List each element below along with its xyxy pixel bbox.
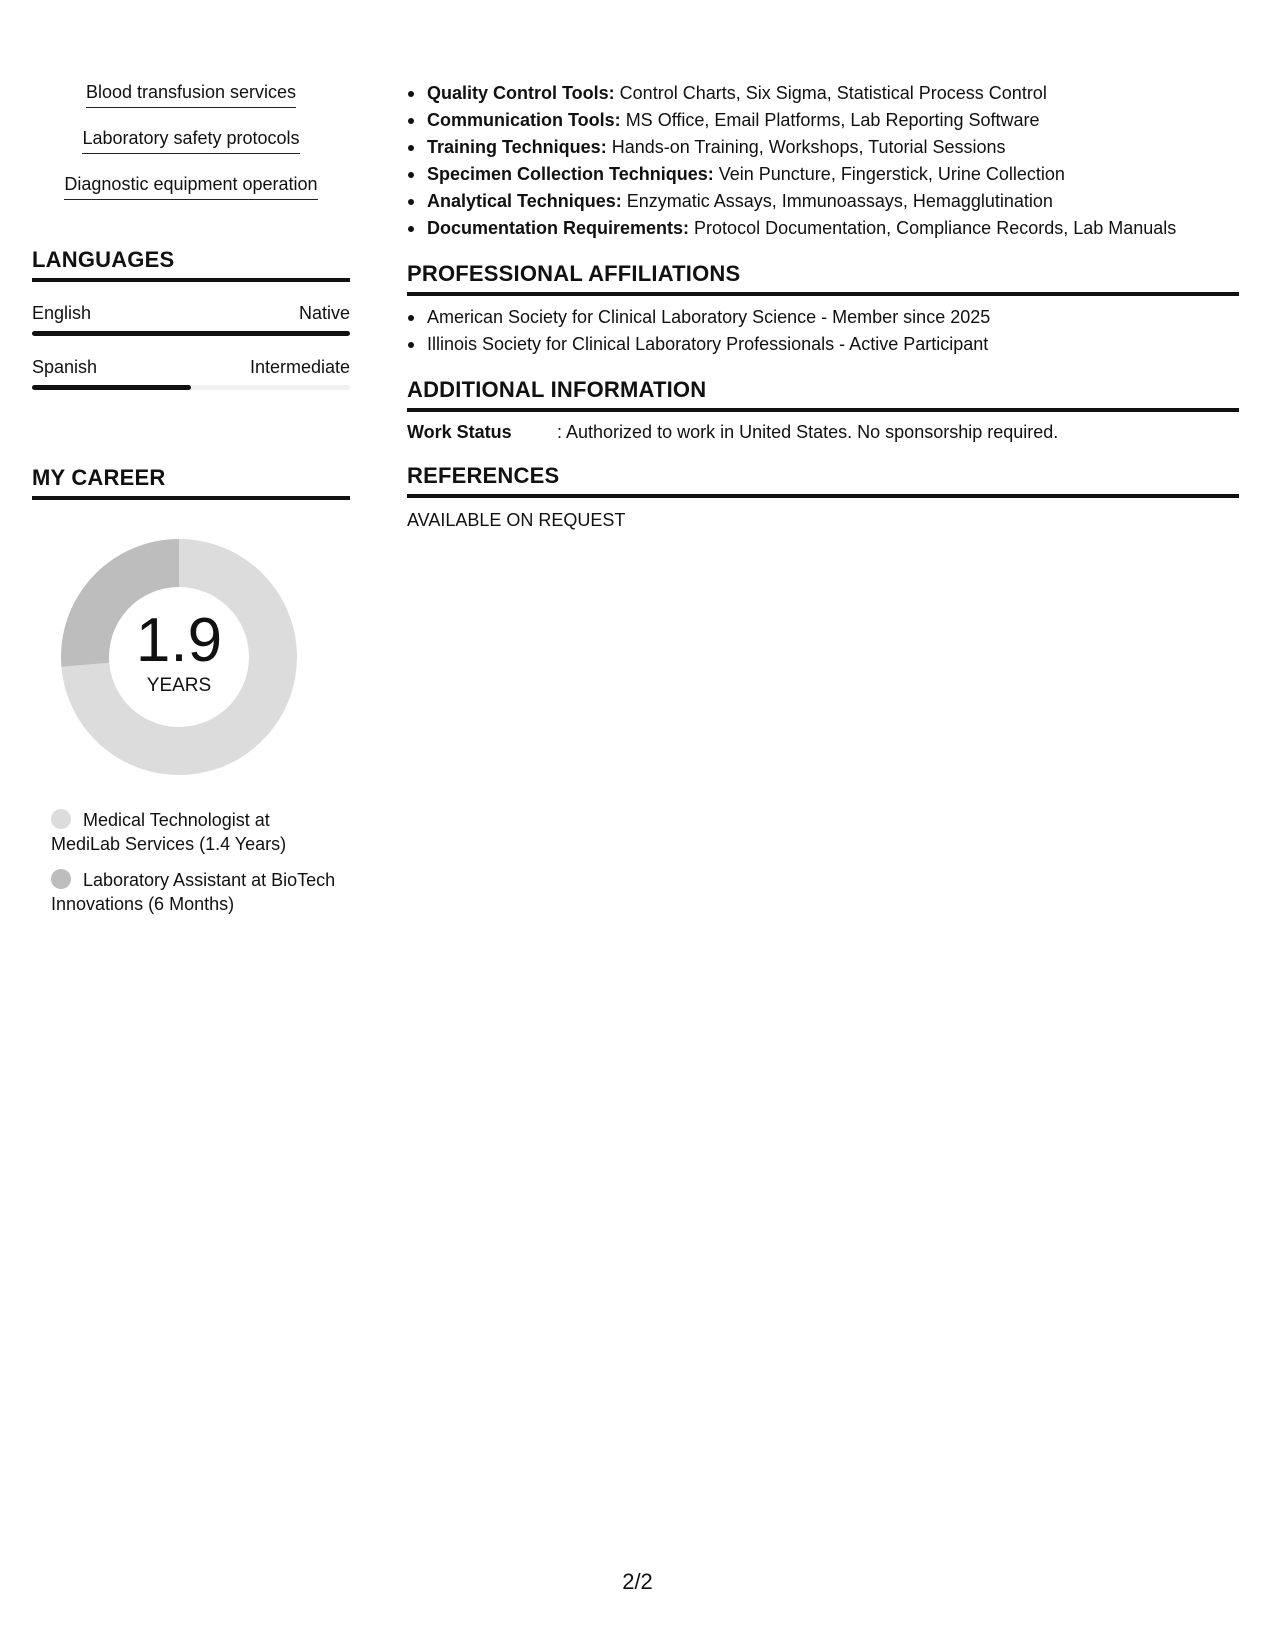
tools-list — [407, 80, 1239, 242]
language-item — [32, 301, 350, 336]
tools-list-item — [407, 107, 1239, 134]
language-proficiency-fill — [32, 331, 350, 336]
work-status-row — [407, 420, 1239, 444]
legend-label: Laboratory Assistant at BioTech Innovations (6 Months) — [51, 870, 336, 914]
tools-list-item — [407, 161, 1239, 188]
language-item — [32, 355, 350, 390]
career-total-value: 1.9 — [135, 606, 223, 675]
additional-info-heading: ADDITIONAL INFORMATION — [407, 376, 1239, 412]
work-status-label: Work Status — [407, 422, 512, 442]
language-proficiency-bar — [32, 385, 350, 390]
skill-tag: Blood transfusion services — [86, 80, 296, 108]
language-proficiency-fill — [32, 385, 191, 390]
affiliation-item: American Society for Clinical Laboratory Science - Member since 2025 — [407, 304, 1239, 331]
tool-values: Hands-on Training, Workshops, Tutorial Sessions — [611, 137, 1006, 157]
career-total-unit: YEARS — [146, 675, 212, 696]
tool-values: MS Office, Email Platforms, Lab Reporting Software — [625, 110, 1040, 130]
tool-values: Control Charts, Six Sigma, Statistical Process Control — [619, 83, 1047, 103]
references-heading: REFERENCES — [407, 462, 1239, 498]
tools-list-item — [407, 134, 1239, 161]
language-level: Native — [298, 303, 350, 323]
tool-category: Communication Tools: — [427, 110, 621, 130]
language-proficiency-bar — [32, 331, 350, 336]
tool-category: Quality Control Tools: — [427, 83, 615, 103]
tool-values: Enzymatic Assays, Immunoassays, Hemagglutination — [626, 191, 1053, 211]
career-legend-item — [51, 868, 341, 916]
skill-tag: Diagnostic equipment operation — [64, 172, 317, 200]
language-name: English — [32, 303, 92, 323]
career-heading: MY CAREER — [32, 464, 350, 500]
tool-values: Protocol Documentation, Compliance Records, Lab Manuals — [694, 218, 1177, 238]
affiliations-list — [407, 304, 1239, 358]
tools-list-item — [407, 215, 1239, 242]
references-text: AVAILABLE ON REQUEST — [407, 510, 626, 530]
page-number: 2/2 — [622, 1569, 653, 1594]
affiliation-item: Illinois Society for Clinical Laboratory Professionals - Active Participant — [407, 331, 1239, 358]
legend-dot-icon — [51, 869, 71, 889]
tool-category: Analytical Techniques: — [427, 191, 622, 211]
languages-heading: LANGUAGES — [32, 246, 350, 282]
career-legend — [51, 808, 341, 916]
work-status-value: : Authorized to work in United States. No sponsorship required. — [557, 422, 1059, 442]
career-donut-chart — [54, 532, 304, 782]
tool-category: Documentation Requirements: — [427, 218, 690, 238]
skills-list — [32, 80, 350, 218]
tool-category: Training Techniques: — [427, 137, 607, 157]
skill-tag: Laboratory safety protocols — [82, 126, 299, 154]
languages-list — [32, 301, 350, 390]
legend-dot-icon — [51, 809, 71, 829]
tools-list-item — [407, 188, 1239, 215]
language-name: Spanish — [32, 357, 98, 377]
right-column — [407, 80, 1239, 532]
tool-category: Specimen Collection Techniques: — [427, 164, 714, 184]
tools-list-item — [407, 80, 1239, 107]
career-legend-item — [51, 808, 341, 856]
left-column — [32, 80, 350, 928]
language-level: Intermediate — [249, 357, 350, 377]
donut-center — [54, 532, 304, 782]
legend-label: Medical Technologist at MediLab Services (1.4 Years) — [51, 810, 287, 854]
affiliations-heading: PROFESSIONAL AFFILIATIONS — [407, 260, 1239, 296]
tool-values: Vein Puncture, Fingerstick, Urine Collection — [718, 164, 1065, 184]
